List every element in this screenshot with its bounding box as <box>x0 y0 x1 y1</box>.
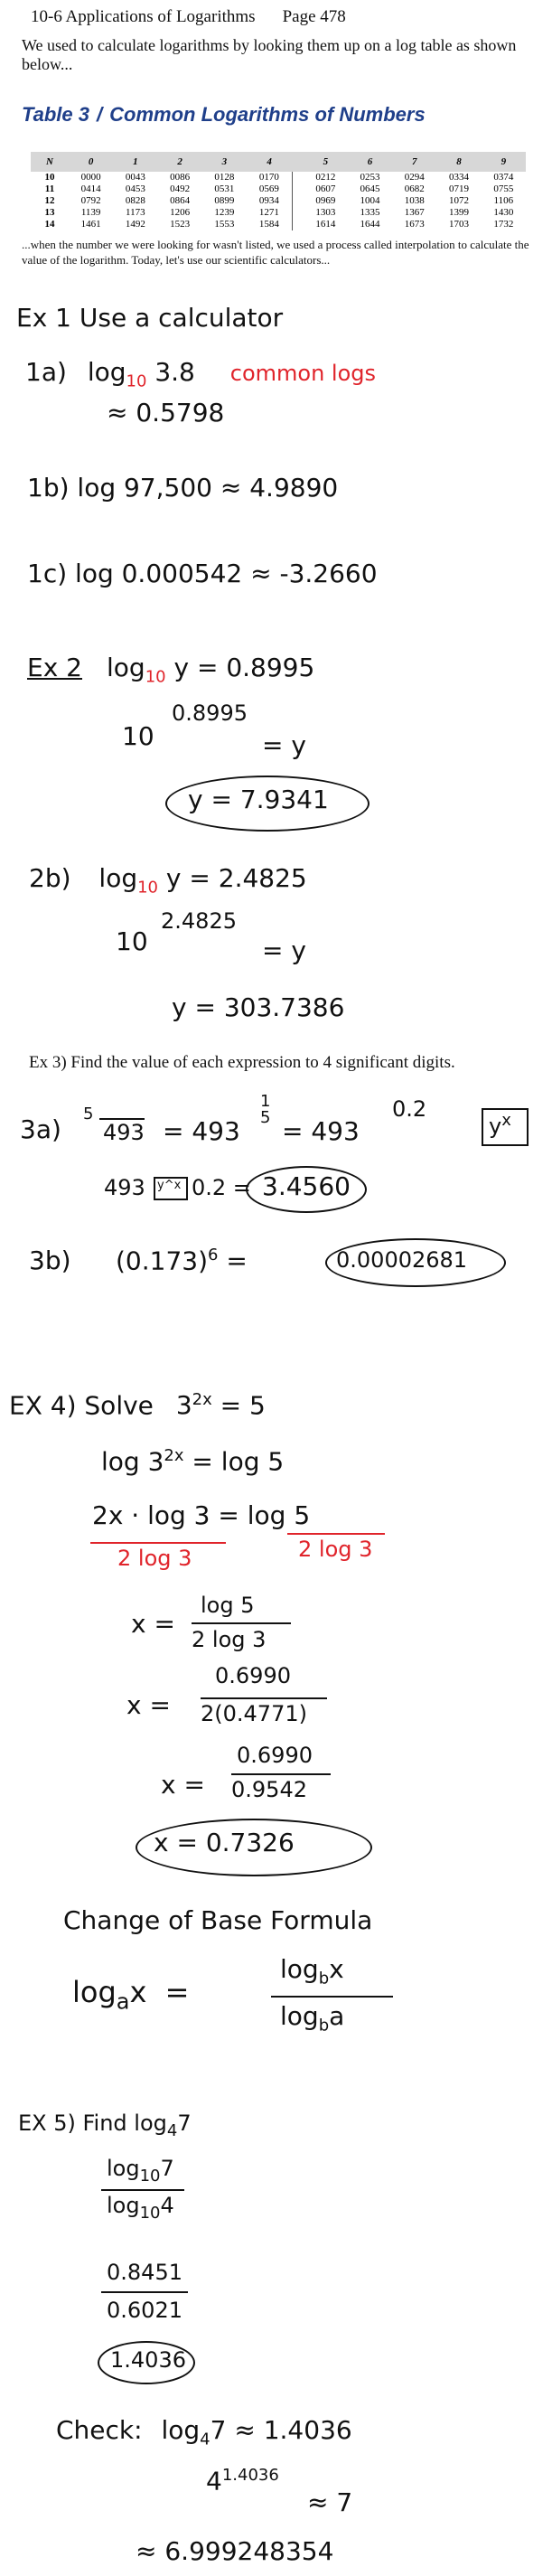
ex4-divide-left: 2 log 3 <box>117 1546 192 1571</box>
log-table-row-number: 10 <box>44 172 55 183</box>
log-table-row-number: 13 <box>44 207 55 218</box>
ex1a-common-logs-note: common logs <box>229 361 376 386</box>
log-table-cell: 1492 <box>125 219 145 230</box>
ex1c-line: 1c) log 0.000542 ≈ -3.2660 <box>27 559 378 588</box>
log-table-gap <box>292 183 304 195</box>
ex3-prompt: Ex 3) Find the value of each expression to 4 significant digits. <box>29 1053 455 1072</box>
ex5-final: ≈ 6.999248354 <box>136 2536 334 2566</box>
log-table-header-cell: 1 <box>113 152 157 172</box>
ex4-exp: 2x <box>192 1390 212 1409</box>
cob-num-arg: x <box>329 1954 344 1984</box>
ex3a-eq2: = 493 <box>282 1116 360 1146</box>
log-table-cell: 1335 <box>360 207 380 218</box>
ex4-x1-lhs: x = <box>131 1609 175 1639</box>
ex2-exponent: 0.8995 <box>172 700 248 726</box>
log-table-header-cell: 7 <box>392 152 436 172</box>
log-table-cell: 0682 <box>404 183 425 194</box>
ex1-heading: Ex 1 Use a calculator <box>16 303 284 333</box>
ex4-step1-rhs: = log 5 <box>192 1446 285 1477</box>
ex3b-base: (0.173) <box>116 1246 209 1276</box>
ex5-heading-text: EX 5) Find log <box>18 2111 167 2136</box>
ex2-rest: y = 0.8995 <box>173 653 315 682</box>
ex4-x1-fraction-bar <box>192 1622 291 1624</box>
ex4-x1-den: 2 log 3 <box>192 1627 267 1652</box>
log-table-cell: 1461 <box>80 219 101 230</box>
ex4-x3-lhs: x = <box>161 1770 205 1800</box>
log-table-cell: 0828 <box>125 195 145 206</box>
log-table-cell: 1303 <box>315 207 336 218</box>
ex5-fraction-bar-2 <box>101 2291 188 2293</box>
ex4-heading-line <box>9 1390 266 1420</box>
cob-eq: = <box>164 1975 190 2009</box>
log-table-cell: 0899 <box>214 195 235 206</box>
ex5-check2 <box>206 2466 279 2496</box>
ex3a-calc-left: 493 <box>104 1175 145 1200</box>
ex5-check-line <box>56 2415 352 2449</box>
log-table-cell: 0719 <box>449 183 470 194</box>
ex4-divide-line-left <box>90 1542 226 1544</box>
ex5-fraction-bar-1 <box>101 2189 184 2191</box>
page-header <box>31 7 346 27</box>
log-table-cell: 0374 <box>493 172 514 183</box>
log-table-cell: 0212 <box>315 172 336 183</box>
log-table-gap <box>292 207 304 219</box>
ex3a-calc-key: y^x <box>157 1179 182 1192</box>
ex5-den-arg: 4 <box>160 2193 174 2218</box>
section-title: 10-6 Applications of Logarithms <box>31 7 256 26</box>
log-table-cell: 0000 <box>80 172 101 183</box>
ex5-num-base: 10 <box>139 2166 161 2186</box>
log-table-cell: 1173 <box>126 207 145 218</box>
ex1a-result: ≈ 0.5798 <box>107 398 225 428</box>
log-table-header-cell: 2 <box>157 152 201 172</box>
ex5-check2-base: 4 <box>206 2466 222 2496</box>
log-table-header-cell: 6 <box>348 152 392 172</box>
ex2-equation <box>107 653 314 687</box>
log-table-cell: 1072 <box>449 195 470 206</box>
ex2-step-rhs: = y <box>262 730 306 760</box>
ex4-base: 3 <box>175 1390 192 1421</box>
ex2b-base: 10 <box>137 878 159 898</box>
log-table-row <box>31 219 526 230</box>
cob-lhs <box>72 1975 189 2014</box>
ex5-check-arg: 7 <box>210 2415 227 2445</box>
log-table-gap <box>292 172 304 183</box>
log-table-cell: 1239 <box>214 207 235 218</box>
ex2b-exponent: 2.4825 <box>161 908 237 934</box>
log-table-row-number: 12 <box>44 195 55 206</box>
interpolation-note: ...when the number we were looking for wasn't listed, we used a process called interpolation to calculate the value of the logarithm. Today, let's use our scientific calculators... <box>22 238 529 267</box>
log-table-cell: 0414 <box>80 183 101 194</box>
log-table-cell: 1673 <box>404 219 425 230</box>
log-table-cell: 0531 <box>214 183 235 194</box>
cob-num-log: log <box>280 1954 319 1984</box>
ex3a-yx-key-base: y <box>489 1114 502 1139</box>
ex1a-label: 1a) <box>25 357 67 387</box>
log-table-cell: 0645 <box>360 183 380 194</box>
ex4-step1-log: log 3 <box>101 1446 164 1477</box>
log-table-cell: 0969 <box>315 195 336 206</box>
log-table-gap <box>292 219 304 230</box>
ex3b-expr <box>116 1246 248 1275</box>
table-caption-separator: / <box>97 103 103 126</box>
log-table-gap <box>292 195 304 207</box>
ex5-den-value: 0.6021 <box>107 2298 182 2323</box>
ex2b-rest: y = 2.4825 <box>165 863 307 893</box>
ex2-step-base: 10 <box>122 721 154 751</box>
log-table-cell: 0128 <box>214 172 235 183</box>
ex2b-answer: y = 303.7386 <box>172 992 345 1022</box>
log-table-cell: 0607 <box>315 183 336 194</box>
cob-den-log: log <box>280 2001 319 2031</box>
ex3a-exp2: 0.2 <box>392 1096 427 1122</box>
log-table-cell: 1553 <box>214 219 235 230</box>
log-table-cell: 0170 <box>258 172 279 183</box>
log-table-cell: 0453 <box>125 183 145 194</box>
ex2-base: 10 <box>145 667 166 687</box>
ex5-check-base: 4 <box>200 2430 211 2449</box>
ex2b-line <box>29 863 307 898</box>
ex5-check-rest: ≈ 1.4036 <box>234 2415 352 2445</box>
ex3a-eq1: = 493 <box>163 1116 240 1146</box>
cob-lhs-arg: x <box>129 1975 147 2009</box>
log-table-cell: 0294 <box>404 172 425 183</box>
ex4-divide-line-right <box>287 1533 385 1535</box>
log-table-row-number: 11 <box>44 183 55 194</box>
ex1b-line: 1b) log 97,500 ≈ 4.9890 <box>27 473 339 503</box>
log-table-cell: 0043 <box>125 172 145 183</box>
ex5-check-log: log <box>161 2415 201 2445</box>
ex3b-answer: 0.00002681 <box>336 1247 468 1273</box>
page-number: Page 478 <box>282 7 346 26</box>
cob-den-base: b <box>318 2016 330 2035</box>
cob-num-base: b <box>318 1969 330 1988</box>
table-caption-number: Table 3 <box>22 103 89 126</box>
ex4-rhs: = 5 <box>220 1390 266 1421</box>
log-table-body <box>31 172 526 230</box>
cob-numerator <box>280 1954 344 1988</box>
ex2b-log: log <box>98 863 138 893</box>
ex4-x3-num: 0.6990 <box>237 1743 313 1768</box>
ex3a-answer: 3.4560 <box>262 1171 351 1201</box>
log-table-row <box>31 195 526 207</box>
ex4-x2-fraction-bar <box>201 1697 327 1699</box>
cob-lhs-log: log <box>72 1975 117 2009</box>
log-table-row-number: 14 <box>44 219 55 230</box>
log-table-header-cell: 4 <box>247 152 292 172</box>
log-table-cell: 0864 <box>170 195 191 206</box>
ex3a-yx-key-exp: x <box>501 1111 511 1130</box>
ex4-x2-den: 2(0.4771) <box>201 1701 307 1726</box>
ex5-num-value: 0.8451 <box>107 2260 182 2285</box>
ex5-den-base: 10 <box>139 2203 161 2223</box>
ex5-answer: 1.4036 <box>110 2347 186 2373</box>
ex4-step2: 2x · log 3 = log 5 <box>92 1500 311 1530</box>
log-table-cell: 1584 <box>258 219 279 230</box>
ex4-x3-fraction-bar <box>231 1773 331 1775</box>
ex2b-step-base: 10 <box>116 926 148 956</box>
cob-denominator <box>280 2001 344 2035</box>
log-table-cell: 1004 <box>360 195 380 206</box>
log-table-header-cell: N <box>31 152 69 172</box>
cob-den-arg: a <box>329 2001 345 2031</box>
log-table-cell: 0792 <box>80 195 101 206</box>
cob-lhs-base: a <box>116 1988 130 2015</box>
ex2b-step-rhs: = y <box>262 935 306 965</box>
ex3a-exp1-den: 5 <box>260 1108 271 1127</box>
table-caption-text: Common Logarithms of Numbers <box>109 103 426 126</box>
log-table-cell: 1644 <box>360 219 380 230</box>
log-table-header-cell: 9 <box>482 152 526 172</box>
ex2-answer: y = 7.9341 <box>188 785 329 814</box>
log-table-header-cell: 3 <box>202 152 247 172</box>
log-table-row <box>31 207 526 219</box>
log-table-header-cell: 0 <box>69 152 113 172</box>
cob-fraction-bar <box>271 1996 393 1998</box>
ex1a-line <box>25 357 376 391</box>
log-table-cell: 0569 <box>258 183 279 194</box>
ex3a-exp1-num: 1 <box>260 1092 271 1111</box>
ex2-log: log <box>107 653 145 682</box>
log-table-cell: 1523 <box>170 219 191 230</box>
log-table-row <box>31 172 526 183</box>
ex5-den-log: log <box>107 2193 140 2218</box>
change-of-base-title: Change of Base Formula <box>63 1905 373 1935</box>
log-table-cell: 1139 <box>80 207 101 218</box>
ex4-heading: EX 4) Solve <box>9 1390 154 1421</box>
ex5-check2-exp: 1.4036 <box>221 2466 279 2485</box>
ex1a-log: log <box>87 357 126 387</box>
log-table-header-cell: 5 <box>304 152 348 172</box>
ex5-num-log: log <box>107 2156 140 2181</box>
ex5-numerator <box>107 2156 174 2186</box>
log-table-gap <box>292 152 304 172</box>
ex1a-arg: 3.8 <box>154 357 195 387</box>
ex5-check-label: Check: <box>56 2415 143 2445</box>
log-table-cell: 0253 <box>360 172 380 183</box>
ex5-heading-arg: 7 <box>177 2111 192 2136</box>
log-table-cell: 1271 <box>258 207 279 218</box>
log-table <box>31 152 526 230</box>
ex4-x2-num: 0.6990 <box>215 1663 291 1688</box>
log-table-cell: 1206 <box>170 207 191 218</box>
ex4-x2-lhs: x = <box>126 1690 171 1720</box>
ex5-denominator <box>107 2193 174 2223</box>
ex3a-calc-right: 0.2 = <box>192 1175 251 1200</box>
log-table-cell: 1430 <box>493 207 514 218</box>
log-table-cell: 1038 <box>404 195 425 206</box>
ex3a-root-index: 5 <box>83 1105 94 1123</box>
ex5-num-arg: 7 <box>160 2156 174 2181</box>
ex3b-eq: = <box>226 1246 248 1276</box>
log-table-cell: 1703 <box>449 219 470 230</box>
ex5-check2-rhs: ≈ 7 <box>307 2487 353 2517</box>
ex3a-label: 3a) <box>20 1114 61 1144</box>
ex2b-label: 2b) <box>29 863 71 893</box>
log-table-cell: 0086 <box>170 172 191 183</box>
ex4-step1-exp: 2x <box>164 1446 184 1465</box>
ex3b-label: 3b) <box>29 1246 71 1275</box>
log-table-row <box>31 183 526 195</box>
log-table-header-row <box>31 152 526 172</box>
ex5-heading <box>18 2111 192 2140</box>
ex4-x3-den: 0.9542 <box>231 1777 307 1802</box>
ex3a-yx-key <box>489 1111 511 1139</box>
ex4-divide-right: 2 log 3 <box>298 1537 373 1562</box>
ex4-step1 <box>101 1446 284 1476</box>
log-table-cell: 0934 <box>258 195 279 206</box>
log-table-cell: 1367 <box>404 207 425 218</box>
log-table-cell: 1614 <box>315 219 336 230</box>
log-table-cell: 0334 <box>449 172 470 183</box>
ex1a-base: 10 <box>126 371 147 391</box>
log-table-cell: 1399 <box>449 207 470 218</box>
ex4-answer: x = 0.7326 <box>154 1828 295 1857</box>
intro-text: We used to calculate logarithms by looking them up on a log table as shown below... <box>22 36 517 73</box>
ex3b-exp: 6 <box>208 1246 219 1264</box>
ex3a-radicand: 493 <box>99 1118 145 1145</box>
ex4-x1-num: log 5 <box>201 1593 255 1618</box>
log-table-cell: 0492 <box>170 183 191 194</box>
log-table-cell: 1732 <box>493 219 514 230</box>
table-caption <box>22 103 426 127</box>
ex2-label: Ex 2 <box>27 653 82 682</box>
ex5-heading-base: 4 <box>166 2120 178 2140</box>
log-table-cell: 1106 <box>493 195 514 206</box>
log-table-header-cell: 8 <box>436 152 481 172</box>
log-table-cell: 0755 <box>493 183 514 194</box>
